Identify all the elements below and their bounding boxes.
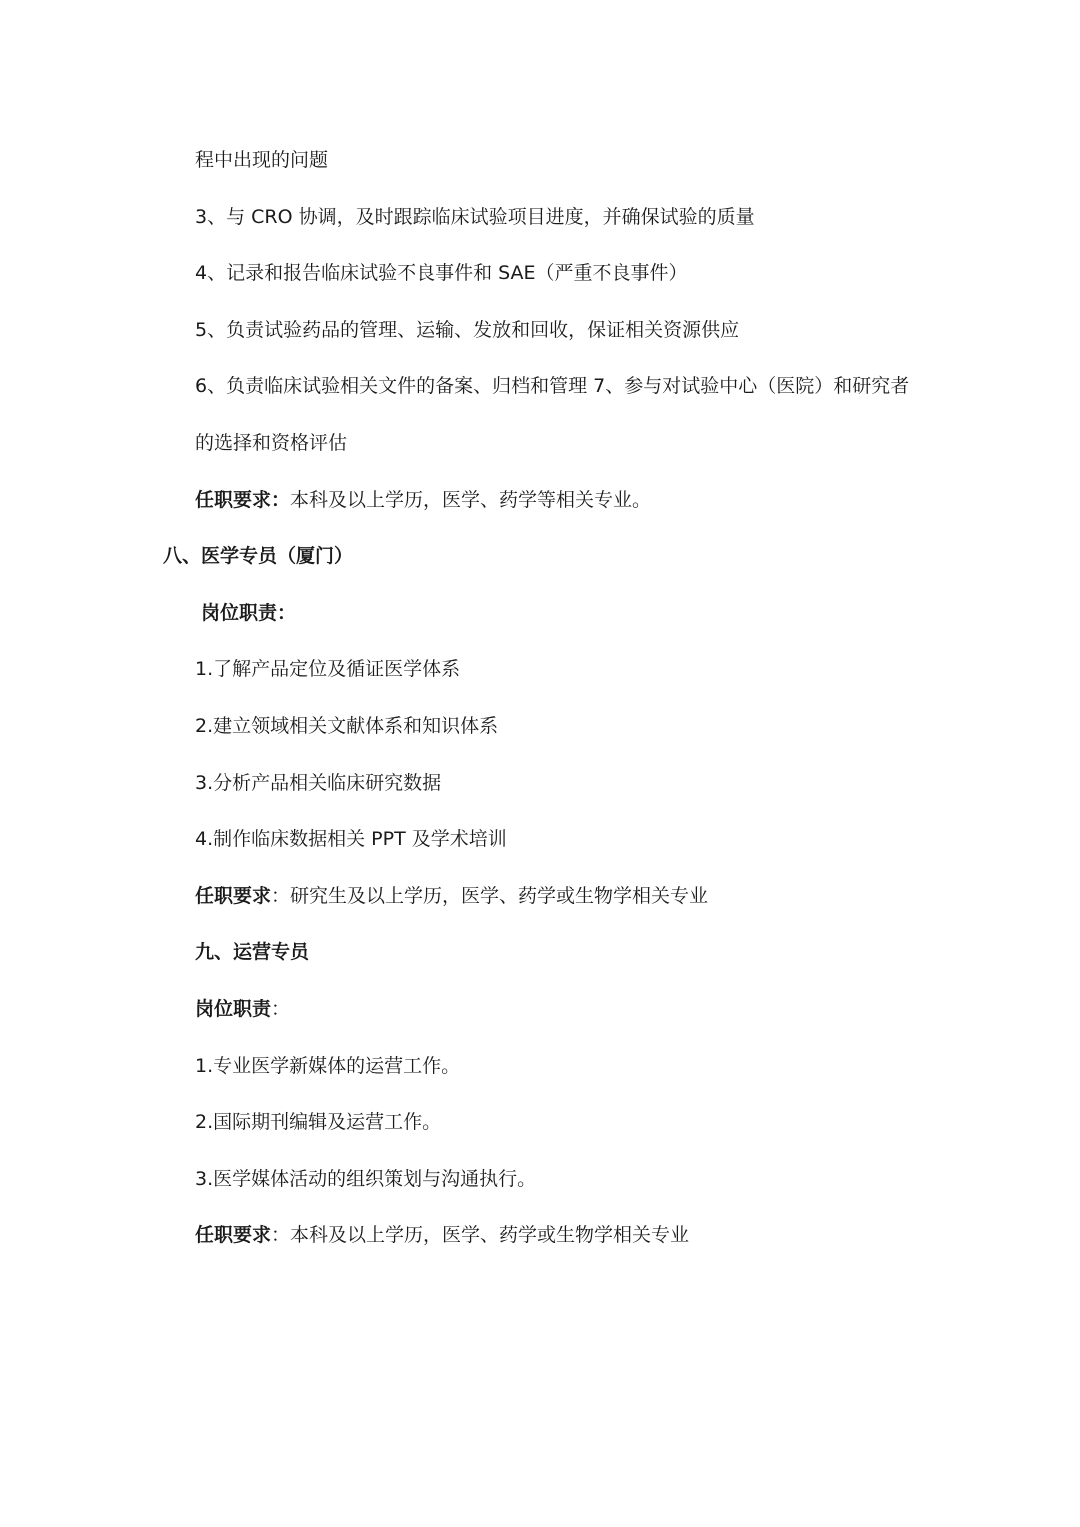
duty-line: 4、记录和报告临床试验不良事件和 SAE（严重不良事件） (195, 262, 688, 285)
requirements-line (0, 868, 1080, 925)
requirements-label: 任职要求 (195, 884, 272, 907)
duties-label-line (0, 585, 1080, 642)
duty-line: 3、与 CRO 协调，及时跟踪临床试验项目进度，并确保试验的质量 (195, 205, 755, 228)
section-title: 八、医学专员（厦门） (163, 545, 354, 568)
duty-line: 1.专业医学新媒体的运营工作。 (195, 1054, 461, 1077)
duties-label: 岗位职责： (201, 601, 297, 624)
duty-line: 2.建立领域相关文献体系和知识体系 (195, 714, 499, 737)
duties-label: 岗位职责 (195, 997, 272, 1020)
document-page (0, 132, 1080, 1264)
duty-line: 的选择和资格评估 (195, 431, 348, 454)
duty-line: 3.医学媒体活动的组织策划与沟通执行。 (195, 1167, 537, 1190)
requirements-text: 本科及以上学历，医学、药学等相关专业。 (290, 488, 652, 511)
requirements-text: ：研究生及以上学历，医学、药学或生物学相关专业 (271, 884, 709, 907)
requirements-text: ：本科及以上学历，医学、药学或生物学相关专业 (271, 1224, 690, 1247)
duty-line: 6、负责临床试验相关文件的备案、归档和管理 7、参与对试验中心（医院）和研究者 (195, 375, 910, 398)
duties-label-line (0, 981, 1080, 1038)
requirements-label: 任职要求 (195, 1224, 272, 1247)
duty-line: 2.国际期刊编辑及运营工作。 (195, 1111, 442, 1134)
requirements-line (0, 1207, 1080, 1264)
duty-line: 5、负责试验药品的管理、运输、发放和回收，保证相关资源供应 (195, 318, 740, 341)
requirements-label: 任职要求： (195, 488, 291, 511)
section-title: 九、运营专员 (195, 941, 310, 964)
requirements-line (0, 472, 1080, 529)
duty-line: 4.制作临床数据相关 PPT 及学术培训 (195, 828, 507, 851)
duty-line: 1.了解产品定位及循证医学体系 (195, 658, 461, 681)
duty-line: 程中出现的问题 (195, 149, 329, 171)
duties-colon: ： (271, 997, 291, 1020)
duty-line: 3.分析产品相关临床研究数据 (195, 771, 442, 794)
